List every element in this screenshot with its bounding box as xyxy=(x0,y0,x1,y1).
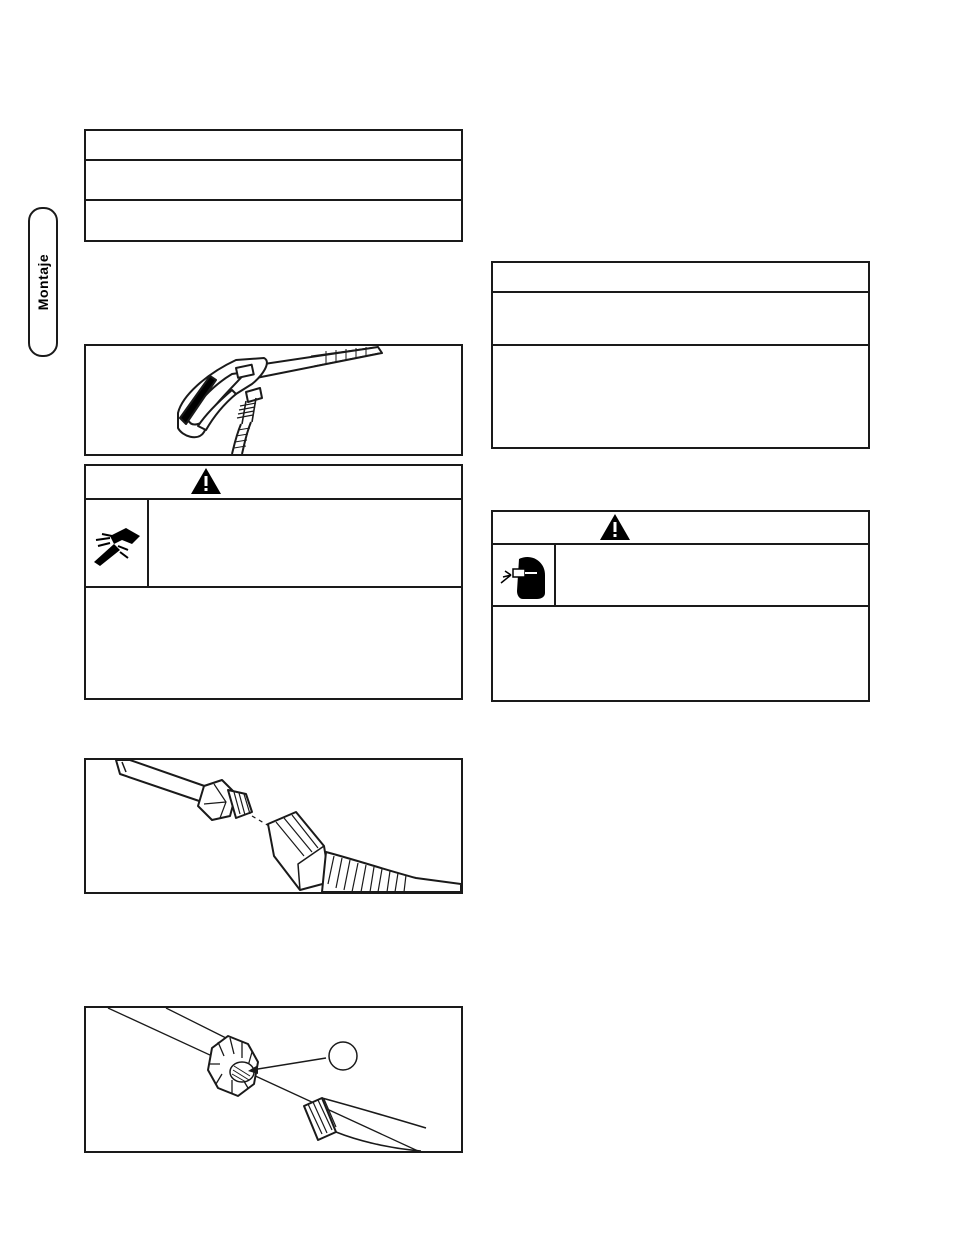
garden-hose-illustration xyxy=(86,1008,461,1151)
hose-connection-illustration xyxy=(86,760,461,892)
injection-hazard-icon xyxy=(92,526,142,566)
warning-divider xyxy=(86,586,461,588)
warning-triangle-icon xyxy=(190,467,222,495)
warning-header xyxy=(86,466,461,498)
spray-gun-illustration xyxy=(86,346,461,454)
warning-box-eye-protection xyxy=(491,510,870,702)
warning-header xyxy=(493,512,868,544)
figure-spray-gun xyxy=(84,344,463,456)
warning-vertical-divider xyxy=(147,498,149,587)
section-tab-label: Montaje xyxy=(35,253,51,311)
warning-vertical-divider xyxy=(554,543,556,606)
section-tab xyxy=(28,207,58,357)
table-divider xyxy=(493,344,868,346)
left-parts-table xyxy=(84,129,463,242)
hazard-icon-cell xyxy=(86,500,147,586)
warning-triangle-icon xyxy=(599,513,631,541)
table-divider xyxy=(86,159,461,161)
figure-hose-connection xyxy=(84,758,463,894)
right-parts-table xyxy=(491,261,870,449)
table-divider xyxy=(86,199,461,201)
table-divider xyxy=(493,291,868,293)
hazard-icon-cell xyxy=(493,545,554,605)
eye-protection-icon xyxy=(499,553,549,599)
warning-divider xyxy=(493,605,868,607)
warning-box-injection xyxy=(84,464,463,700)
figure-garden-hose xyxy=(84,1006,463,1153)
